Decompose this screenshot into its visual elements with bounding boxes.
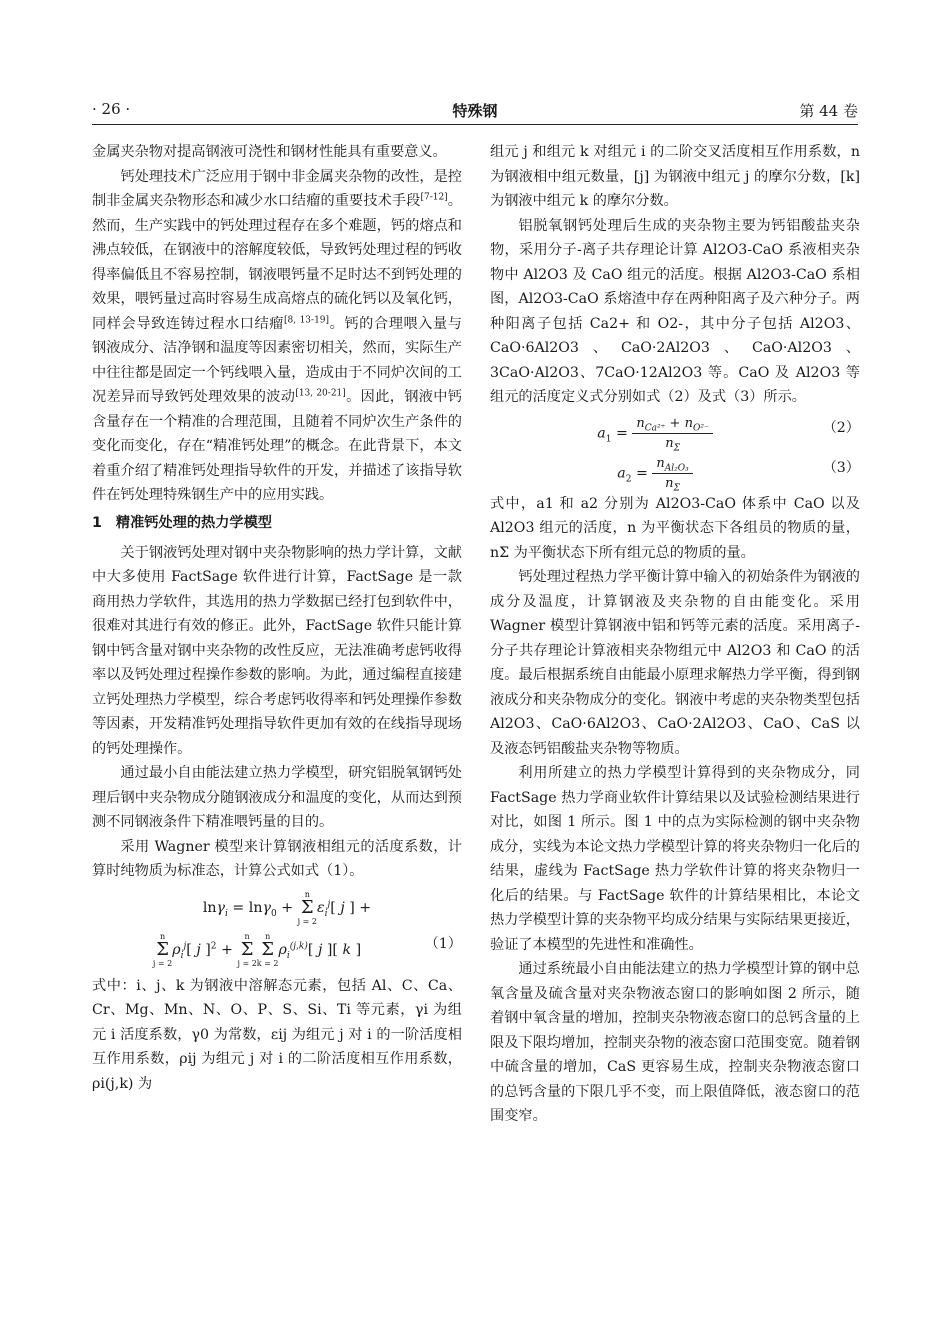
left-column xyxy=(92,140,462,1096)
running-header xyxy=(92,98,858,125)
paragraph: 式中，a1 和 a2 分别为 Al2O3-CaO 体系中 CaO 以及 Al2O3 组元的活度，n 为平衡状态下各组员的物质的量，nΣ 为平衡状态下所有组元总的物质的量。 xyxy=(490,495,860,561)
equation-1-line2: n Σ $j = 2\rho_i^j$[ j ]$^2$ + n Σ j = 2n Σ $k = 2\rho_i^{(j,k)}$[ j ][ k ] （1） xyxy=(152,931,462,968)
citation: [7-12] xyxy=(420,192,448,203)
equation-2: $a_1$ = $\frac{n_{Ca^{2+}} + n_{O^{2-}}}{n_\Sigma}$ （2） xyxy=(597,415,860,454)
journal-name: 特殊钢 xyxy=(452,102,498,120)
paragraph: 钙处理过程热力学平衡计算中输入的初始条件为钢液的成分及温度，计算钢液及夹杂物的自由能变化。采用 Wagner 模型计算钢液中铝和钙等元素的活度。采用离子-分子共存理论计算液相夹杂物组元中 Al2O3 和 CaO 的活度。最后根据系统自由能最小原理求解热力学平衡，得到钢液成分和夹杂物成分的变化。钢液中考虑的夹杂物类型包括 Al2O3、CaO·6Al2O3、CaO·2Al2O3、CaO、CaS 以及液态钙铝酸盐夹杂物等物质。 xyxy=(490,569,860,757)
right-column xyxy=(490,140,860,1129)
paragraph: 关于钢液钙处理对钢中夹杂物影响的热力学计算，文献中大多使用 FactSage 软件进行计算，FactSage 是一款商用热力学软件，其选用的热力学数据已经打包到软件中，很难对其进行有效的修正。此外，FactSage 软件只能计算钢中钙含量对钢中夹杂物的改性反应，无法准确考虑钙收得率以及钙处理过程操作参数的影响。为此，通过编程直接建立钙处理热力学模型，综合考虑钙收得率和钙处理操作参数等因素，开发精准钙处理指导软件更加有效的在线指导现场的钙处理操作。 xyxy=(92,544,462,757)
paragraph: 通过最小自由能法建立热力学模型，研究铝脱氧钢钙处理后钢中夹杂物成分随钢液成分和温度的变化，从而达到预测不同钢液条件下精准喂钙量的目的。 xyxy=(92,765,462,830)
volume-label: 第 44 卷 xyxy=(799,102,858,120)
paragraph: 组元 j 和组元 k 对组元 i 的二阶交叉活度相互作用系数，n 为钢液相中组元数量，[j] 为钢液中组元 j 的摩尔分数，[k] 为钢液中组元 k 的摩尔分数。 xyxy=(490,144,860,209)
equation-number: （1） xyxy=(424,935,462,952)
citation: [13, 20-21] xyxy=(295,388,346,399)
page-number: · 26 · xyxy=(92,100,131,118)
paragraph: 式中：i、j、k 为钢液中溶解态元素，包括 Al、C、Ca、Cr、Mg、Mn、N、O、P、S、Si、Ti 等元素，γi 为组元 i 活度系数，γ0 为常数，εij 为组元 j 对 i 的一阶活度相互作用系数，ρij 为组元 j 对 i 的二阶活度相互作用系数，ρi(j,k) 为 xyxy=(92,977,462,1092)
paragraph: 钙处理技术广泛应用于钢中非金属夹杂物的改性，是控制非金属夹杂物形态和减少水口结瘤的重要技术手段[7-12]。然而，生产实践中的钙处理过程存在多个难题，钙的熔点和沸点较低，在钢液中的溶解度较低，导致钙处理过程的钙收得率偏低且不容易控制，钢液喂钙量不足时达不到钙处理的效果，喂钙量过高时容易生成高熔点的硫化钙以及氧化钙，同样会导致连铸过程水口结瘤[8, 13-19]。钙的合理喂入量与钢液成分、洁净钢和温度等因素密切相关，然而，实际生产中往往都是固定一个钙线喂入量，造成由于不同炉次间的工况差异而导致钙处理效果的波动[13, 20-21]。因此，钢液中钙含量存在一个精准的合理范围，且随着不同炉次生产条件的变化而变化，存在“精准钙处理”的概念。在此背景下，本文着重介绍了精准钙处理指导软件的开发，并描述了该指导软件在钙处理特殊钢生产中的应用实践。 xyxy=(92,168,462,503)
paragraph: 金属夹杂物对提高钢液可浇性和钢材性能具有重要意义。 xyxy=(92,144,447,160)
citation: [8, 13-19] xyxy=(284,314,330,325)
paragraph: 利用所建立的热力学模型计算得到的夹杂物成分，同 FactSage 热力学商业软件计算结果以及试验检测结果进行对比，如图 1 所示。图 1 中的点为实际检测的钢中夹杂物成分，实线为本论文热力学模型计算的将夹杂物归一化后的结果，虚线为 FactSage 热力学软件计算的将夹杂物归一化后的结果。与 FactSage 软件的计算结果相比，本论文热力学模型计算的夹杂物平均成分结果与实际结果更接近，验证了本模型的先进性和准确性。 xyxy=(490,765,860,953)
section-heading: 1 精准钙处理的热力学模型 xyxy=(92,514,272,531)
equation-number: （3） xyxy=(822,459,860,476)
paragraph: 通过系统最小自由能法建立的热力学模型计算的钢中总氧含量及硫含量对夹杂物液态窗口的影响如图 2 所示，随着钢中氧含量的增加，控制夹杂物液态窗口的总钙含量的上限及下限均增加，控制夹杂物的液态窗口范围变宽。随着钢中硫含量的增加，CaS 更容易生成，控制夹杂物液态窗口的总钙含量的下限几乎不变，而上限值降低，液态窗口的范围变窄。 xyxy=(490,961,860,1124)
paragraph: 采用 Wagner 模型来计算钢液相组元的活度系数，计算时纯物质为标准态，计算公式如式（1）。 xyxy=(92,838,462,879)
equation-number: （2） xyxy=(822,419,860,436)
paragraph: 铝脱氧钢钙处理后生成的夹杂物主要为钙铝酸盐夹杂物，采用分子-离子共存理论计算 Al2O3-CaO 系液相夹杂物中 Al2O3 及 CaO 组元的活度。根据 Al2O3-CaO 系相图，Al2O3-CaO 系熔渣中存在两种阳离子及六种分子。两种阳离子包括 Ca2+ 和 O2-，其中分子包括 Al2O3、CaO·6Al2O3、CaO·2Al2O3、CaO·Al2O3、3CaO·Al2O3、7CaO·12Al2O3 等。CaO 及 Al2O3 等组元的活度定义式分别如式（2）及式（3）所示。 xyxy=(490,217,860,405)
equation-3: $a_2$ = $\frac{n_{Al_2O_3}}{n_\Sigma}$ （3） xyxy=(617,455,860,494)
equation-1-line1: lnγ$_i$ = lnγ$_0$ + n Σ $j = 2\varepsilon_i^j$[ j ] + xyxy=(202,889,372,926)
